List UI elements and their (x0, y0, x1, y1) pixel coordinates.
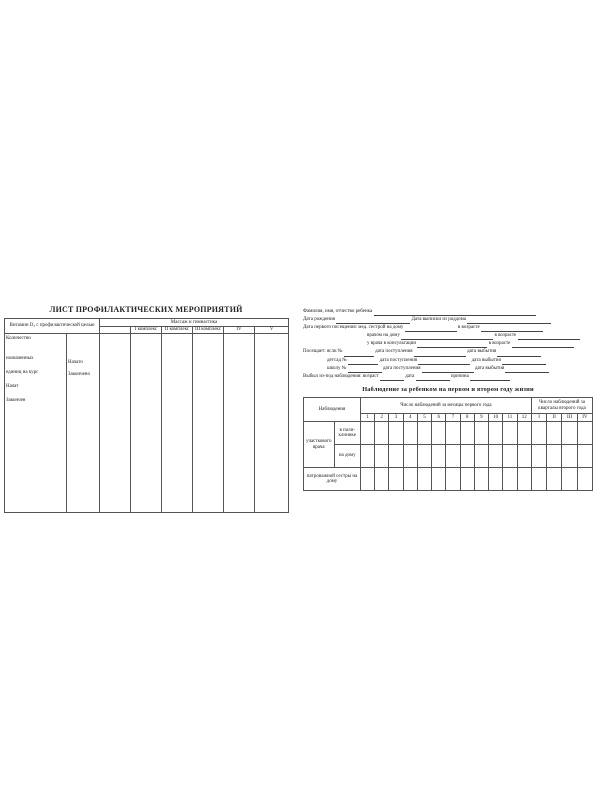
month-8: 8 (460, 414, 474, 422)
row-labels-cell (5, 334, 67, 513)
row-sub-clinic: в поли-клинике (334, 422, 360, 445)
massage-header: Массаж и гимнастика (100, 319, 289, 327)
massage-col-2 (162, 334, 193, 513)
row-label-started: Начат (6, 384, 19, 389)
form-line-discharge: Выбыл из-под наблюдения: возраст дата причина (303, 373, 593, 381)
complex-2-header: II комплекс (162, 327, 193, 334)
right-page (303, 300, 593, 490)
complex-3-header: III комплекс (193, 327, 224, 334)
month-2: 2 (375, 414, 389, 422)
month-9: 9 (474, 414, 488, 422)
form-line-name: Фамилия, имя, отчество ребенка (303, 308, 593, 316)
obs-header: Наблюдения (304, 398, 361, 422)
subcol-started: Начато (68, 360, 83, 365)
quarter-3: III (562, 414, 577, 422)
form-line-school: школу № дата поступления дата выбытия (303, 365, 593, 373)
form-line-doctor-clinic: у врача в консультации в возрасте (303, 340, 593, 348)
complex-4-header: IV (224, 327, 255, 334)
row-label-assigned: назначенных (6, 356, 34, 361)
child-info-form (303, 308, 593, 381)
massage-col-3 (193, 334, 224, 513)
month-10: 10 (489, 414, 503, 422)
month-5: 5 (417, 414, 431, 422)
massage-col-4 (224, 334, 255, 513)
subcol-finished: Закончено (68, 372, 90, 377)
subcol-cell (67, 334, 100, 513)
row-label-units: единиц на курс (6, 370, 39, 375)
prevention-table (4, 318, 289, 513)
quarter-1: I (531, 414, 546, 422)
row-sub-home: на дому (334, 445, 360, 468)
massage-col-5 (255, 334, 289, 513)
month-11: 11 (503, 414, 517, 422)
form-line-doctor-home: врачом на дому в возрасте (303, 332, 593, 340)
col-spacer (100, 327, 131, 334)
month-12: 12 (517, 414, 531, 422)
month-1: 1 (360, 414, 374, 422)
month-6: 6 (432, 414, 446, 422)
month-3: 3 (389, 414, 403, 422)
row-label-quantity: Количество (6, 336, 31, 341)
massage-col-1 (131, 334, 162, 513)
row-label-finished: Закончен (6, 398, 26, 403)
quarter-4: IV (577, 414, 592, 422)
left-page (4, 300, 288, 490)
complex-5-header: V (255, 327, 289, 334)
form-line-birth: Дата рождения Дата выписки из роддома (303, 316, 593, 324)
row-nurse: патронажной сестры на дому (304, 468, 361, 491)
first-year-header: Число наблюдений за месяцы первого года (360, 398, 531, 414)
complex-1-header: I комплекс (131, 327, 162, 334)
second-year-header: Число наблюдений за кварталы второго года (531, 398, 592, 414)
form-line-first-visit: Дата первого посещения: мед. сестрой на дому в возрасте (303, 324, 593, 332)
form-line-nursery: Посещает: ясли № дата поступления дата выбытия (303, 348, 593, 356)
month-4: 4 (403, 414, 417, 422)
observation-table (303, 397, 593, 491)
observation-table-title: Наблюдение за ребенком на первом и втором году жизни (362, 386, 534, 393)
form-line-kindergarten: детсад № дата поступления дата выбытия (303, 357, 593, 365)
quarter-2: II (547, 414, 562, 422)
vitamin-header: Витамин D₃ с профилактической целью (5, 319, 100, 334)
row-group-doctor: участкового врача (304, 422, 335, 468)
left-page-title: ЛИСТ ПРОФИЛАКТИЧЕСКИХ МЕРОПРИЯТИЙ (49, 305, 243, 314)
massage-col-0 (100, 334, 131, 513)
month-7: 7 (446, 414, 460, 422)
